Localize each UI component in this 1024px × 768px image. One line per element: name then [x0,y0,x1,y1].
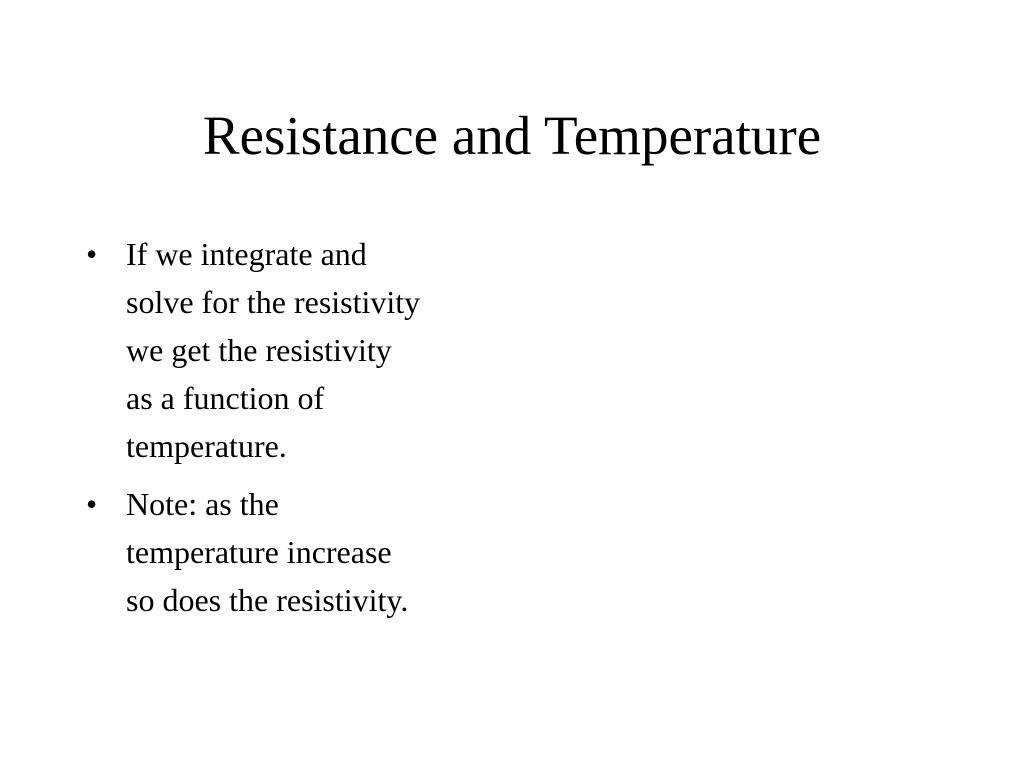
bullet-line: If we integrate and [126,236,367,272]
bullet-line: solve for the resistivity [126,284,421,320]
bullet-list [86,230,516,634]
bullet-marker: • [86,486,98,522]
bullet-line: so does the resistivity. [126,582,409,618]
slide-title: Resistance and Temperature [202,105,822,166]
bullet-item [86,230,516,470]
bullet-line: temperature. [126,428,287,464]
bullet-item [86,480,516,624]
bullet-line: temperature increase [126,534,392,570]
bullet-line: as a function of [126,380,325,416]
bullet-text [126,230,496,470]
bullet-marker: • [86,236,98,272]
bullet-line: we get the resistivity [126,332,392,368]
bullet-text [126,480,496,624]
bullet-line: Note: as the [126,486,279,522]
